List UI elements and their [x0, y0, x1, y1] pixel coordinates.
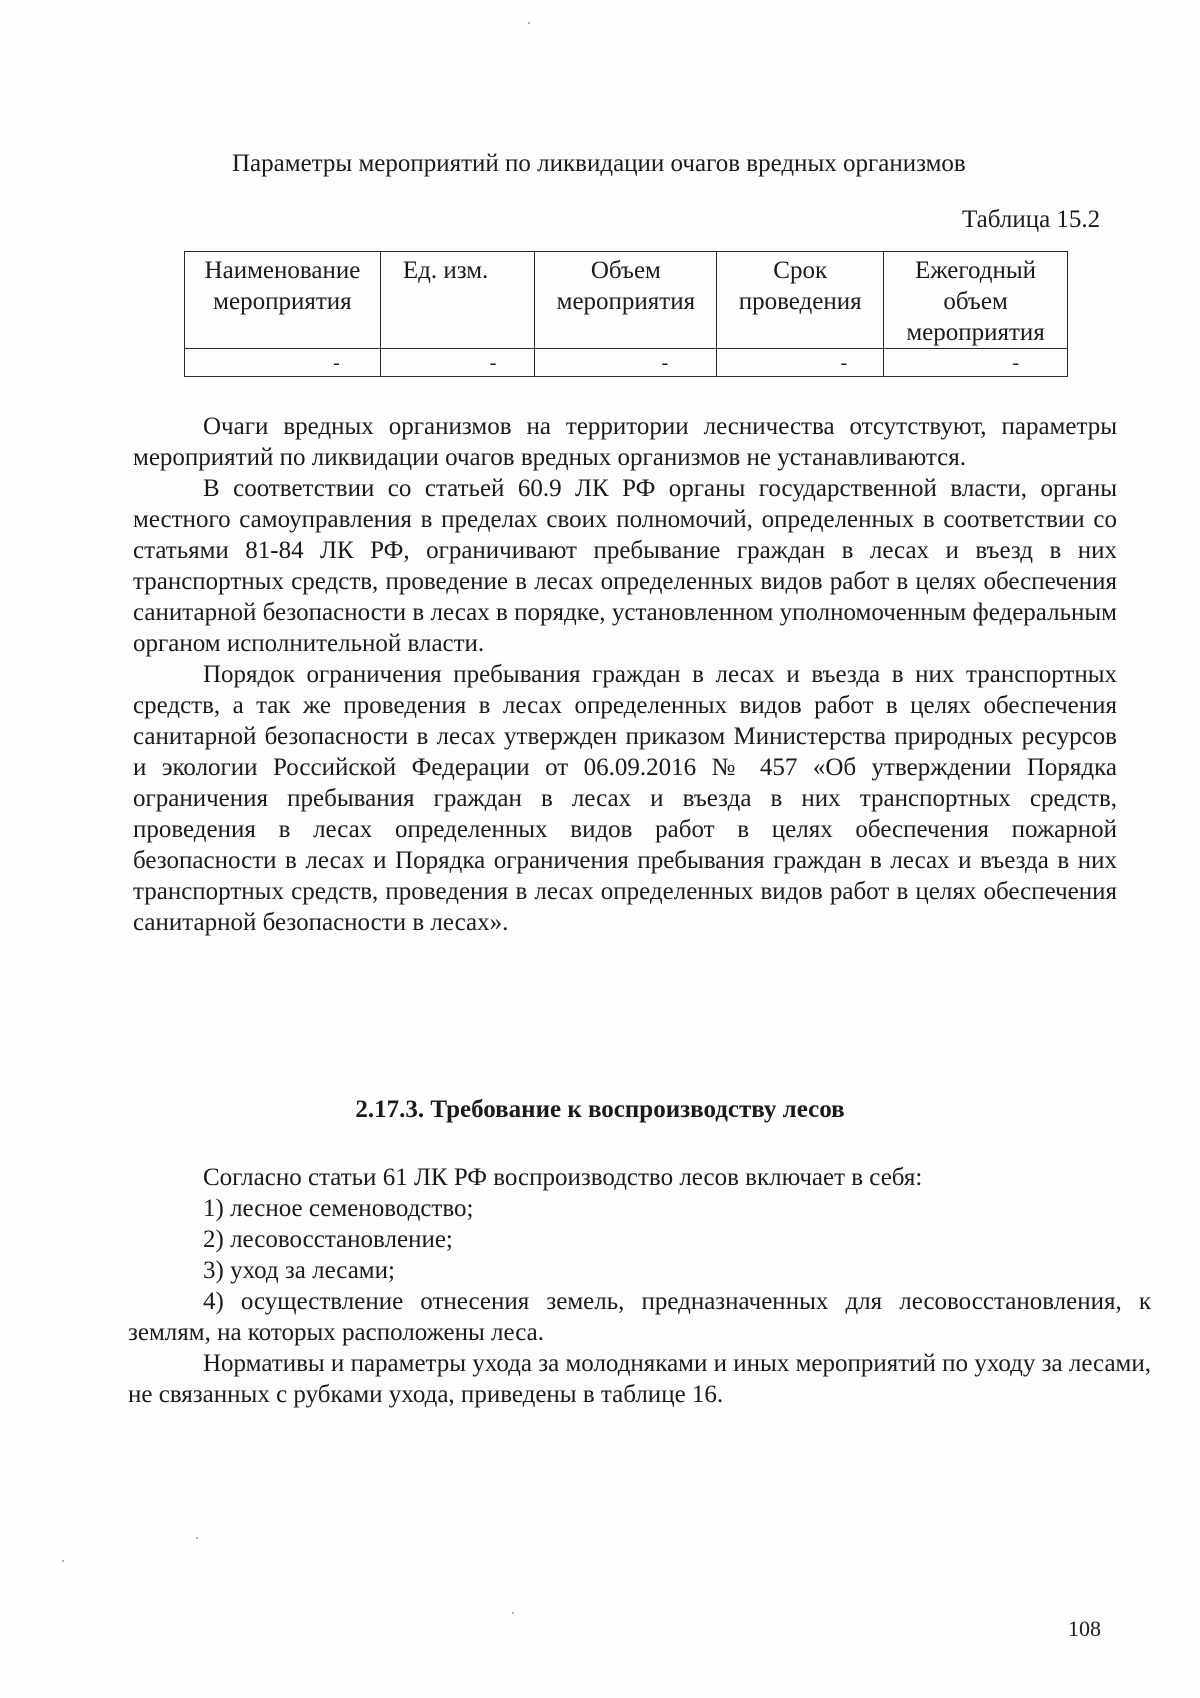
scan-speck — [62, 1560, 64, 1562]
table-cell: - — [185, 349, 381, 377]
list-item: 1) лесное семеноводство; — [203, 1195, 474, 1222]
table-header-cell: Ежегодный объем мероприятия — [884, 252, 1068, 349]
table-cell: - — [884, 349, 1068, 377]
table-header-cell: Срок проведения — [717, 252, 884, 349]
table-header-cell: Ед. изм. — [380, 252, 535, 349]
table-label: Таблица 15.2 — [962, 206, 1101, 233]
list-item: 2) лесовосстановление; — [203, 1226, 453, 1253]
table-cell: - — [535, 349, 717, 377]
paragraph: Порядок ограничения пребывания граждан в лесах и въезда в них транспортных средств, а так же проведения в лесах определенных видов работ в целях обеспечения санитарной безопасности в лесах утвержден приказом Министерства природных ресурсов и экологии Российской Федерации от 06.09.2016 № 457 «Об утверждении Порядка ограничения пребывания граждан в лесах и въезда в них транспортных средств, проведения в лесах определенных видов работ в целях обеспечения пожарной безопасности в лесах и Порядка ограничения пребывания граждан в лесах и въезда в них транспортных средств, проведения в лесах определенных видов работ в целях обеспечения санитарной безопасности в лесах». — [133, 661, 1117, 936]
reproduction-list — [128, 1162, 1151, 1410]
page-number: 108 — [1068, 1616, 1101, 1641]
list-item: 4) осуществление отнесения земель, предназначенных для лесовосстановления, к землям, на которых расположены леса. — [128, 1288, 1151, 1346]
section-heading: 2.17.3. Требование к воспроизводству лесов — [355, 1096, 845, 1123]
table-header-row — [185, 252, 1068, 349]
document-title: Параметры мероприятий по ликвидации очагов вредных организмов — [232, 150, 966, 177]
scan-speck — [512, 1612, 514, 1614]
closing-paragraph: Нормативы и параметры ухода за молодняками и иных мероприятий по уходу за лесами, не связанных с рубками ухода, приведены в таблице 16. — [128, 1350, 1151, 1408]
paragraph: Очаги вредных организмов на территории лесничества отсутствуют, параметры мероприятий по ликвидации очагов вредных организмов не устанавливаются. — [133, 413, 1117, 471]
table-header-cell: Наименование мероприятия — [185, 252, 381, 349]
list-item: 3) уход за лесами; — [203, 1257, 395, 1284]
scan-speck — [528, 22, 530, 24]
paragraph: В соответствии со статьей 60.9 ЛК РФ органы государственной власти, органы местного самоуправления в пределах своих полномочий, определенных в соответствии со статьями 81-84 ЛК РФ, ограничивают пребывание граждан в лесах и въезд в них транспортных средств, проведение в лесах определенных видов работ в целях обеспечения санитарной безопасности в лесах в порядке, установленном уполномоченным федеральным органом исполнительной власти. — [133, 475, 1117, 657]
table-row — [185, 349, 1068, 377]
body-text — [133, 411, 1117, 938]
table-header-cell: Объем мероприятия — [535, 252, 717, 349]
table-cell: - — [380, 349, 535, 377]
scan-speck — [196, 1537, 198, 1539]
list-intro: Согласно статьи 61 ЛК РФ воспроизводство лесов включает в себя: — [203, 1164, 923, 1191]
table-cell: - — [717, 349, 884, 377]
measures-table — [184, 251, 1068, 377]
